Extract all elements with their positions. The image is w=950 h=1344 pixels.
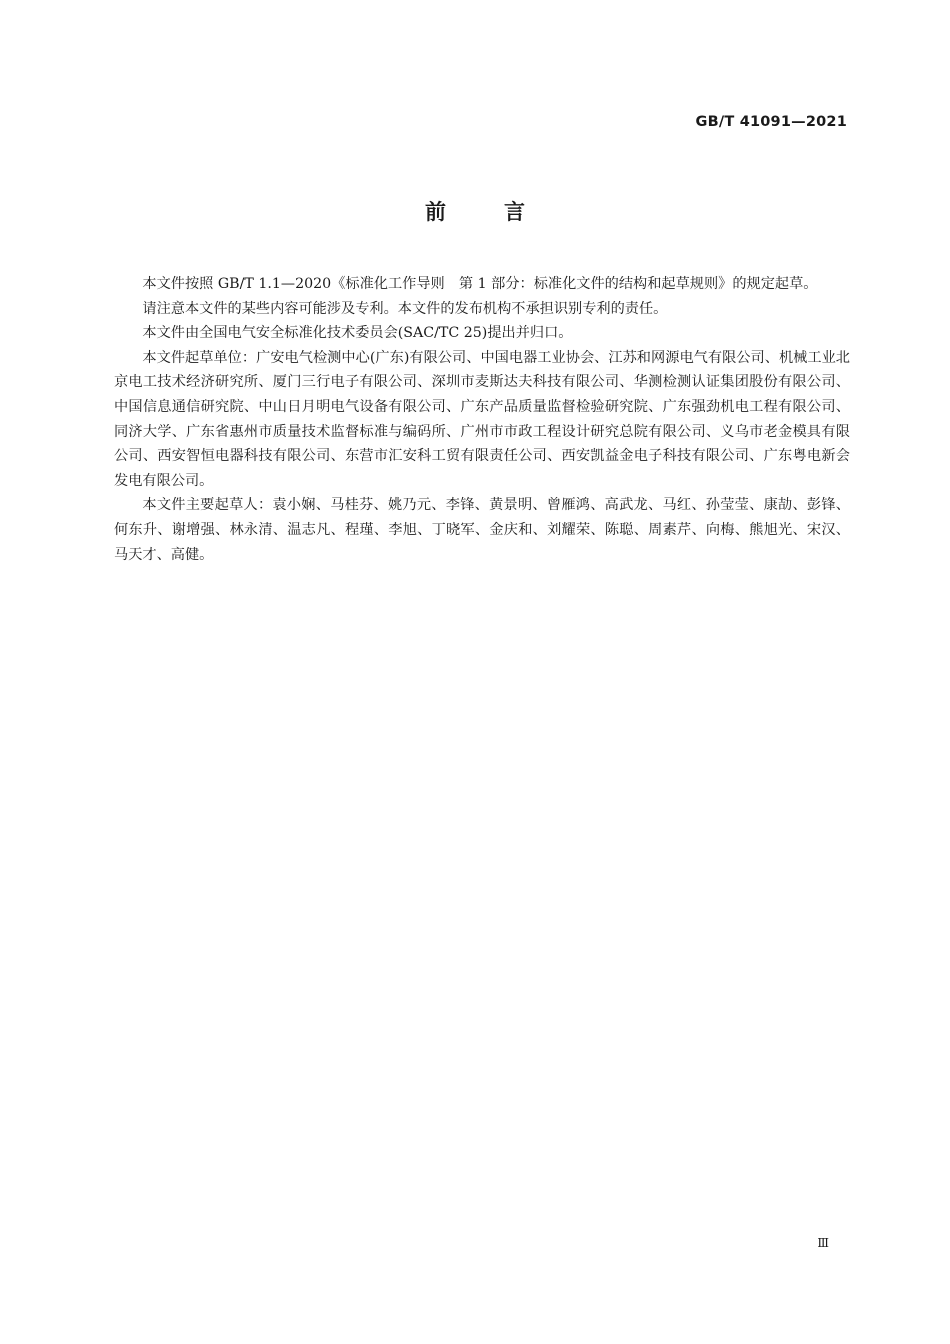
paragraph-drafting-rules: 本文件按照 GB/T 1.1—2020《标准化工作导则 第 1 部分：标准化文件的结构和起草规则》的规定起草。 xyxy=(142,276,818,292)
page-number: Ⅲ xyxy=(817,1236,829,1250)
paragraph-patent-notice: 请注意本文件的某些内容可能涉及专利。本文件的发布机构不承担识别专利的责任。 xyxy=(142,300,668,317)
paragraph-proposer: 本文件由全国电气安全标准化技术委员会(SAC/TC 25)提出并归口。 xyxy=(142,325,573,342)
standard-number: GB/T 41091—2021 xyxy=(695,114,847,130)
foreword-body xyxy=(114,272,850,567)
paragraph-drafting-units: 本文件起草单位：广安电气检测中心(广东)有限公司、中国电器工业协会、江苏和网源电气有限公司、机械工业北京电工技术经济研究所、厦门三行电子有限公司、深圳市麦斯达夫科技有限公司、华测检测认证集团股份有限公司、中国信息通信研究院、中山日月明电气设备有限公司、广东产品质量监督检验研究院、广东强劲机电工程有限公司、同济大学、广东省惠州市质量技术监督标准与编码所、广州市市政工程设计研究总院有限公司、义乌市老金模具有限公司、西安智恒电器科技有限公司、东营市汇安科工贸有限责任公司、西安凯益金电子科技有限公司、广东粤电新会发电有限公司。 xyxy=(114,349,850,489)
paragraph-main-drafters: 本文件主要起草人：袁小娴、马桂芬、姚乃元、李锋、黄景明、曾雁鸿、高武龙、马红、孙莹莹、康劼、彭锋、何东升、谢增强、林永清、温志凡、程瑾、李旭、丁晓军、金庆和、刘耀荣、陈聪、周素芹、向梅、熊旭光、宋汉、马天才、高健。 xyxy=(114,497,850,563)
page-title: 前言 xyxy=(425,200,583,224)
